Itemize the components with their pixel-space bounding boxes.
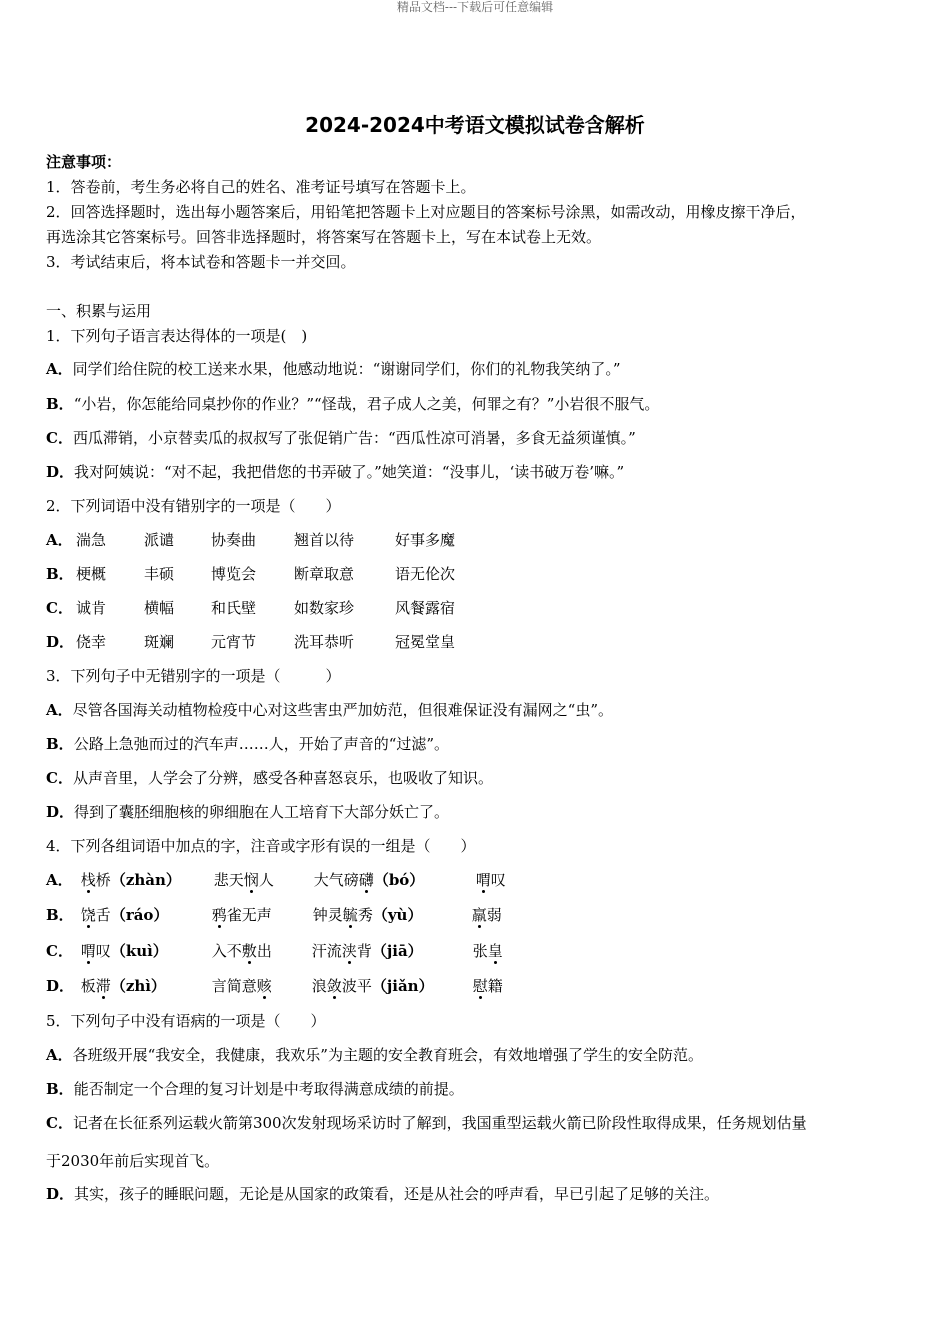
page-title: 2024-2024中考语文模拟试卷含解析 xyxy=(305,113,645,137)
dotted-char: 喟 xyxy=(80,942,96,960)
word-item: 板滞（zhì） xyxy=(80,977,166,995)
dotted-char: 栈 xyxy=(80,871,96,889)
word: 冠冕堂皇 xyxy=(395,633,456,651)
option-row xyxy=(46,734,449,754)
dotted-char: 敛 xyxy=(326,977,342,995)
option-label: C． xyxy=(46,429,73,447)
option-row xyxy=(46,941,503,961)
option-label: D． xyxy=(46,463,75,481)
notice-heading: 注意事项： xyxy=(46,153,122,171)
option-row xyxy=(46,564,455,584)
dotted-char: 悯 xyxy=(243,871,259,889)
dotted-char: 慰 xyxy=(472,977,488,995)
option-text: 从声音里，人学会了分辨，感受各种喜怒哀乐，也吸收了知识。 xyxy=(72,769,493,787)
option-row xyxy=(46,598,455,618)
word-item: 钟灵毓秀（yù） xyxy=(312,906,423,924)
pinyin: （zhàn） xyxy=(110,871,181,889)
word: 梗概 xyxy=(76,565,107,583)
option-label: B． xyxy=(46,565,74,583)
option-row xyxy=(46,1113,807,1133)
option-text: 其实，孩子的睡眠问题，无论是从国家的政策看，还是从社会的呼声看，早已引起了足够的关注。 xyxy=(74,1185,720,1203)
word: 斑斓 xyxy=(144,633,175,651)
word: 博览会 xyxy=(211,565,257,583)
pinyin: （bó） xyxy=(373,871,425,889)
pinyin: （zhì） xyxy=(110,977,166,995)
option-label: D． xyxy=(46,977,75,995)
word: 横幅 xyxy=(144,599,175,617)
option-text: 尽管各国海关动植物检疫中心对这些害虫严加妨范，但很难保证没有漏网之“虫”。 xyxy=(72,701,613,719)
option-label: A． xyxy=(46,701,73,719)
dotted-char: 毓 xyxy=(342,906,358,924)
option-label: B． xyxy=(46,1080,74,1098)
pinyin: （kuì） xyxy=(110,942,168,960)
pinyin: （jiǎn） xyxy=(371,977,434,995)
option-text: 记者在长征系列运载火箭第300次发射现场采访时了解到，我国重型运载火箭已阶段性取得成果，任务规划估量 xyxy=(72,1114,807,1132)
option-text: 于2030年前后实现首飞。 xyxy=(46,1152,220,1170)
option-row xyxy=(46,802,449,822)
dotted-char: 羸 xyxy=(471,906,487,924)
option-label: C． xyxy=(46,599,73,617)
word: 丰硕 xyxy=(144,565,175,583)
option-row xyxy=(46,394,659,414)
word: 翘首以待 xyxy=(294,531,355,549)
option-label: B． xyxy=(46,395,74,413)
question-stem: 4．下列各组词语中加点的字，注音或字形有误的一组是（ ） xyxy=(46,837,476,855)
dotted-char: 鸦 xyxy=(211,906,227,924)
option-text: 西瓜滞销，小京替卖瓜的叔叔写了张促销广告：“西瓜性凉可消暑，多食无益须谨慎。” xyxy=(72,429,636,447)
question-stem: 5．下列句子中没有语病的一项是（ ） xyxy=(46,1012,326,1030)
dotted-char: 滞 xyxy=(95,977,111,995)
option-row xyxy=(46,1045,703,1065)
option-row xyxy=(46,905,502,925)
notice-item: 1．答卷前，考生务必将自己的姓名、准考证号填写在答题卡上。 xyxy=(46,178,476,196)
word: 派谴 xyxy=(144,531,175,549)
notice-item: 2．回答选择题时，选出每小题答案后，用铅笔把答题卡上对应题目的答案标号涂黑，如需改动，用橡皮擦干净后， xyxy=(46,203,806,221)
dotted-char: 敷 xyxy=(241,942,257,960)
header-note: 精品文档---下载后可任意编辑 xyxy=(396,0,554,14)
pinyin: （ráo） xyxy=(110,906,169,924)
option-label: C． xyxy=(46,942,73,960)
option-label: A． xyxy=(46,360,73,378)
word-item: 入不敷出 xyxy=(211,942,272,960)
word: 断章取意 xyxy=(294,565,355,583)
option-row xyxy=(46,870,506,890)
option-row xyxy=(46,530,455,550)
dotted-char: 喟 xyxy=(475,871,491,889)
word-item: 喟叹（kuì） xyxy=(80,942,168,960)
option-text: 能否制定一个合理的复习计划是中考取得满意成绩的前提。 xyxy=(73,1080,464,1098)
pinyin: （jiā） xyxy=(371,942,423,960)
word: 风餐露宿 xyxy=(395,599,456,617)
dotted-char: 赅 xyxy=(256,977,272,995)
question-stem: 1．下列句子语言表达得体的一项是( ) xyxy=(46,327,308,345)
option-text: 公路上急弛而过的汽车声……人，开始了声音的“过滤”。 xyxy=(73,735,450,753)
word-item: 饶舌（ráo） xyxy=(80,906,169,924)
option-row-continued xyxy=(46,1151,219,1171)
option-row xyxy=(46,428,636,448)
option-label: C． xyxy=(46,769,73,787)
word-item: 鸦雀无声 xyxy=(211,906,272,924)
word-item: 慰籍 xyxy=(472,977,503,995)
word: 语无伦次 xyxy=(395,565,456,583)
option-label: A． xyxy=(46,871,73,889)
dotted-char: 皇 xyxy=(487,942,503,960)
word: 洗耳恭听 xyxy=(294,633,355,651)
option-label: D． xyxy=(46,633,75,651)
word: 和氏壁 xyxy=(211,599,257,617)
word-item: 栈桥（zhàn） xyxy=(80,871,181,889)
word-item: 汗流浃背（jiā） xyxy=(311,942,423,960)
option-row xyxy=(46,1184,719,1204)
option-row xyxy=(46,976,503,996)
option-label: B． xyxy=(46,735,74,753)
word-item: 浪敛波平（jiǎn） xyxy=(311,977,434,995)
option-label: A． xyxy=(46,1046,73,1064)
word: 诚肯 xyxy=(76,599,107,617)
option-label: C． xyxy=(46,1114,73,1132)
option-text: 同学们给住院的校工送来水果，他感动地说：“谢谢同学们，你们的礼物我笑纳了。” xyxy=(72,360,621,378)
option-row xyxy=(46,1079,464,1099)
option-row xyxy=(46,462,624,482)
word: 如数家珍 xyxy=(294,599,355,617)
option-text: “小岩，你怎能给同桌抄你的作业？”“怪哉，君子成人之美，何罪之有？”小岩很不服气。 xyxy=(73,395,660,413)
word: 侥幸 xyxy=(76,633,107,651)
word: 协奏曲 xyxy=(211,531,257,549)
option-row xyxy=(46,359,620,379)
word: 元宵节 xyxy=(211,633,257,651)
option-row xyxy=(46,768,493,788)
option-label: B． xyxy=(46,906,74,924)
word: 好事多魔 xyxy=(395,531,456,549)
option-label: D． xyxy=(46,1185,75,1203)
question-stem: 3．下列句子中无错别字的一项是（ ） xyxy=(46,667,341,685)
question-stem: 2．下列词语中没有错别字的一项是（ ） xyxy=(46,497,341,515)
word: 湍急 xyxy=(76,531,107,549)
word-item: 大气磅礴（bó） xyxy=(313,871,425,889)
option-row xyxy=(46,632,455,652)
dotted-char: 饶 xyxy=(80,906,96,924)
word-item: 悲天悯人 xyxy=(213,871,274,889)
dotted-char: 浃 xyxy=(341,942,357,960)
option-text: 各班级开展“我安全，我健康，我欢乐”为主题的安全教育班会，有效地增强了学生的安全防范。 xyxy=(72,1046,703,1064)
word-item: 喟叹 xyxy=(475,871,506,889)
option-label: A． xyxy=(46,531,73,549)
pinyin: （yù） xyxy=(372,906,423,924)
notice-item: 3．考试结束后，将本试卷和答题卡一并交回。 xyxy=(46,253,356,271)
word-item: 言简意赅 xyxy=(211,977,272,995)
option-label: D． xyxy=(46,803,75,821)
option-text: 得到了囊胚细胞核的卵细胞在人工培育下大部分妖亡了。 xyxy=(74,803,450,821)
word-item: 羸弱 xyxy=(471,906,502,924)
option-text: 我对阿姨说：“对不起，我把借您的书弄破了。”她笑道：“没事儿，‘读书破万卷’嘛。” xyxy=(74,463,625,481)
word-item: 张皇 xyxy=(472,942,503,960)
notice-item: 再选涂其它答案标号。回答非选择题时，将答案写在答题卡上，写在本试卷上无效。 xyxy=(46,228,602,246)
option-row xyxy=(46,700,613,720)
section-heading: 一、积累与运用 xyxy=(46,302,152,320)
dotted-char: 礴 xyxy=(358,871,374,889)
